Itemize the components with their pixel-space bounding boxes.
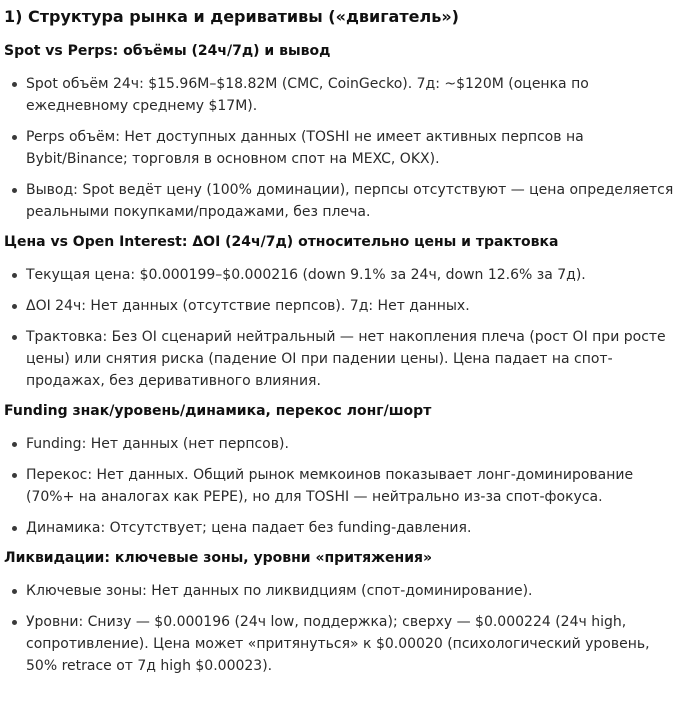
section-heading-funding: Funding знак/уровень/динамика, перекос лонг/шорт [4,403,432,419]
section-list-funding [4,433,678,539]
list-item: Funding: Нет данных (нет перпсов). [4,433,678,455]
list-item: Уровни: Снизу — $0.000196 (24ч low, поддержка); сверху — $0.000224 (24ч high, сопротивление). Цена может «притянуться» к $0.00020 (психологический уровень, 50% retrace от 7д high $0.00023). [4,611,678,677]
list-item: ΔOI 24ч: Нет данных (отсутствие перпсов). 7д: Нет данных. [4,295,678,317]
list-item: Перекос: Нет данных. Общий рынок мемкоинов показывает лонг-доминирование (70%+ на аналогах как PEPE), но для TOSHI — нейтрально из-за спот-фокуса. [4,464,678,508]
section-heading-price-vs-oi: Цена vs Open Interest: ΔOI (24ч/7д) относительно цены и трактовка [4,234,559,250]
section-heading-spot-vs-perps: Spot vs Perps: объёмы (24ч/7д) и вывод [4,43,331,59]
section-heading-liquidations: Ликвидации: ключевые зоны, уровни «притяжения» [4,550,433,566]
list-item: Вывод: Spot ведёт цену (100% доминации), перпсы отсутствуют — цена определяется реальными покупками/продажами, без плеча. [4,179,678,223]
list-item: Текущая цена: $0.000199–$0.000216 (down 9.1% за 24ч, down 12.6% за 7д). [4,264,678,286]
list-item: Динамика: Отсутствует; цена падает без funding-давления. [4,517,678,539]
section-list-spot-vs-perps [4,73,678,223]
section-list-liquidations [4,580,678,677]
list-item: Ключевые зоны: Нет данных по ликвидциям (спот-доминирование). [4,580,678,602]
list-item: Spot объём 24ч: $15.96M–$18.82M (CMC, CoinGecko). 7д: ~$120M (оценка по ежедневному среднему $17M). [4,73,678,117]
list-item: Трактовка: Без OI сценарий нейтральный — нет накопления плеча (рост OI при росте цены) или снятия риска (падение OI при падении цены). Цена падает на спот-продажах, без деривативного влияния. [4,326,678,392]
page-title: 1) Структура рынка и деривативы («двигатель») [4,7,459,26]
section-list-price-vs-oi [4,264,678,392]
list-item: Perps объём: Нет доступных данных (TOSHI не имеет активных перпсов на Bybit/Binance; торговля в основном спот на MEXC, OKX). [4,126,678,170]
